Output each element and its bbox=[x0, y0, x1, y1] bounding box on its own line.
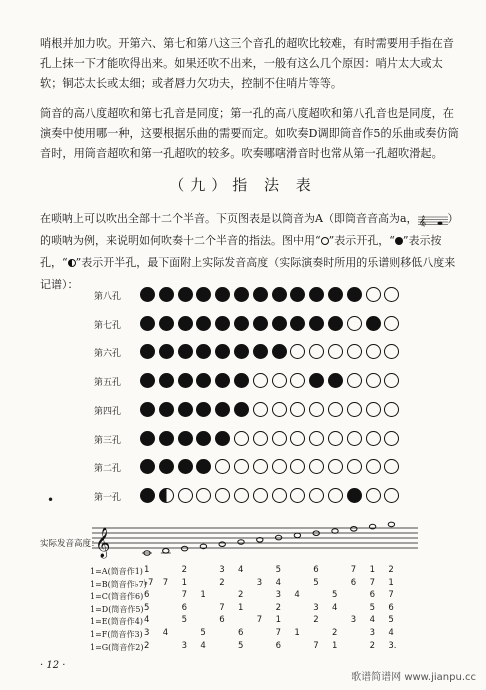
staff-note bbox=[200, 544, 206, 549]
open-hole-dot bbox=[290, 488, 305, 503]
open-hole-dot bbox=[366, 402, 381, 417]
jianpu-number: 1 bbox=[294, 628, 300, 638]
open-hole-dot bbox=[309, 459, 324, 474]
row-label: 第七孔 bbox=[94, 320, 122, 331]
staff-note bbox=[369, 524, 375, 529]
closed-hole-dot bbox=[140, 344, 155, 359]
jianpu-number: 4 bbox=[144, 615, 150, 626]
closed-hole-dot bbox=[178, 459, 193, 474]
closed-hole-dot bbox=[178, 316, 193, 331]
open-hole-dot bbox=[384, 316, 399, 331]
jianpu-number: 1 bbox=[144, 565, 150, 575]
jianpu-number: 5 bbox=[181, 615, 188, 626]
closed-hole-dot bbox=[178, 287, 193, 302]
jianpu-number: 5 bbox=[275, 565, 282, 575]
jianpu-number: 6 bbox=[238, 628, 244, 638]
closed-hole-icon bbox=[395, 237, 403, 245]
open-hole-dot bbox=[366, 431, 381, 446]
staff-note bbox=[294, 533, 300, 538]
open-hole-dot bbox=[196, 488, 211, 503]
closed-hole-dot bbox=[215, 344, 230, 359]
jianpu-number: 3 bbox=[219, 565, 225, 575]
open-hole-dot bbox=[272, 373, 287, 388]
closed-hole-dot bbox=[347, 488, 362, 503]
jianpu-number: 4 bbox=[388, 628, 394, 638]
jianpu-number: 4 bbox=[369, 615, 376, 626]
closed-hole-dot bbox=[196, 402, 211, 417]
open-hole-dot bbox=[309, 402, 324, 417]
closed-hole-dot bbox=[253, 316, 268, 331]
key-label: 1=G(筒音作2) bbox=[90, 642, 144, 652]
jianpu-number: 5 bbox=[369, 602, 376, 613]
open-hole-dot bbox=[384, 488, 399, 503]
closed-hole-dot bbox=[253, 287, 268, 302]
open-hole-dot bbox=[328, 402, 343, 417]
jianpu-number: 7 bbox=[219, 602, 225, 613]
open-hole-dot bbox=[384, 344, 399, 359]
jianpu-number: 2 bbox=[313, 615, 319, 626]
closed-hole-dot bbox=[140, 488, 155, 503]
open-hole-dot bbox=[290, 431, 305, 446]
open-hole-dot bbox=[328, 344, 343, 359]
open-hole-dot bbox=[290, 344, 305, 359]
jianpu-number: 5 bbox=[200, 628, 206, 638]
open-hole-dot bbox=[272, 459, 287, 474]
jianpu-number: 5 bbox=[238, 640, 244, 651]
closed-hole-dot bbox=[309, 373, 324, 388]
open-hole-dot bbox=[272, 431, 287, 446]
staff-label: 实际发音高度： bbox=[40, 539, 100, 549]
key-label: 1=F(筒音作3) bbox=[90, 630, 143, 639]
open-hole-dot bbox=[328, 488, 343, 503]
jianpu-number: 3 bbox=[350, 615, 357, 626]
staff-note bbox=[238, 540, 244, 545]
intro-text-e: ”表示开半孔，最下面附上实际发音高度（实际演奏时所用的乐谱则移低八度来记谱）： bbox=[40, 256, 456, 291]
jianpu-number: 1 bbox=[369, 565, 376, 575]
jianpu-number: 6 bbox=[369, 590, 376, 601]
jianpu-number: 3 bbox=[181, 640, 188, 651]
staff-note bbox=[219, 542, 225, 547]
row-label: 第四孔 bbox=[94, 406, 122, 417]
jianpu-number: 4 bbox=[275, 577, 282, 588]
jianpu-number: 4 bbox=[200, 640, 206, 651]
jianpu-number: 2 bbox=[144, 640, 150, 651]
open-hole-dot bbox=[384, 431, 399, 446]
jianpu-number: 2 bbox=[332, 628, 338, 638]
open-hole-dot bbox=[234, 459, 249, 474]
jianpu-number: ♭7 bbox=[144, 577, 154, 588]
section-title: （九）指 法 表 bbox=[169, 176, 317, 194]
row-label: 第一孔 bbox=[94, 492, 122, 503]
closed-hole-dot bbox=[196, 431, 211, 446]
jianpu-number: 3 bbox=[275, 590, 282, 601]
jianpu-number: 4 bbox=[294, 590, 300, 601]
svg-text:𝄞: 𝄞 bbox=[418, 215, 426, 227]
staff-note bbox=[332, 529, 338, 534]
key-label: 1=E(筒音作4) bbox=[90, 617, 143, 627]
jianpu-number: 2 bbox=[219, 577, 225, 588]
paragraph-octave: 筒音的高八度超吹和第七孔音是同度；第一孔的高八度超吹和第八孔音也是同度，在演奏中使用哪一种，这要根据乐曲的需要而定。如吹奏D调即筒音作5的乐曲或奏仿筒音时，用筒音超吹和第一孔超吹的较多。吹奏哪嗐滑音时也常从第一孔超吹滑起。 bbox=[40, 107, 459, 160]
paragraph-fingering-intro bbox=[40, 208, 460, 296]
closed-hole-dot bbox=[366, 316, 381, 331]
jianpu-number: 6 bbox=[144, 590, 150, 601]
bullet-mark-icon: • bbox=[47, 493, 55, 507]
jianpu-number: 5 bbox=[388, 615, 394, 626]
open-hole-dot bbox=[309, 431, 324, 446]
intro-text-b: ）的唢呐为例，来说明如何吹奏十二个半音的指法。图中用“ bbox=[40, 212, 459, 247]
closed-hole-dot bbox=[234, 402, 249, 417]
open-hole-dot bbox=[328, 431, 343, 446]
open-hole-dot bbox=[347, 373, 362, 388]
intro-text-a: 在唢呐上可以吹出全部十二个半音。下页图表是以筒音为A（即筒音音高为a， bbox=[40, 212, 418, 225]
open-hole-dot bbox=[384, 402, 399, 417]
row-label: 第六孔 bbox=[94, 349, 122, 360]
closed-hole-dot bbox=[253, 344, 268, 359]
staff-note bbox=[163, 549, 169, 554]
closed-hole-dot bbox=[234, 373, 249, 388]
jianpu-number: 3 bbox=[313, 602, 319, 613]
treble-clef-icon bbox=[418, 213, 448, 225]
row-label: 第二孔 bbox=[94, 464, 122, 475]
open-hole-dot bbox=[366, 373, 381, 388]
jianpu-number: 6 bbox=[275, 640, 282, 651]
closed-hole-dot bbox=[140, 402, 155, 417]
open-hole-icon bbox=[321, 237, 329, 245]
open-hole-dot bbox=[366, 344, 381, 359]
open-hole-dot bbox=[253, 488, 268, 503]
jianpu-number: 6 bbox=[313, 565, 319, 575]
closed-hole-dot bbox=[309, 316, 324, 331]
staff-note bbox=[313, 531, 319, 536]
jianpu-number: 7 bbox=[162, 577, 169, 588]
jianpu-number: 7 bbox=[388, 590, 394, 601]
jianpu-number: 1 bbox=[181, 577, 188, 588]
jianpu-number: 5 bbox=[332, 590, 338, 601]
jianpu-number: 3 bbox=[144, 628, 150, 638]
paragraph-overblow: 哨根并加力吹。开第六、第七和第八这三个音孔的超吹比较难，有时需要用手指在音孔上抹一下才能吹得出来。如果还吹不出来，一般有这么几个原因：哨片太大或太软；铜芯太长或太细；或者唇力欠功夫，控制不住哨片等等。 bbox=[40, 37, 454, 90]
closed-hole-dot bbox=[215, 287, 230, 302]
closed-hole-dot bbox=[159, 344, 174, 359]
closed-hole-dot bbox=[178, 344, 193, 359]
half-hole-icon bbox=[68, 259, 76, 267]
open-hole-dot bbox=[309, 488, 324, 503]
closed-hole-dot bbox=[140, 287, 155, 302]
jianpu-number: 6 bbox=[181, 602, 188, 613]
open-hole-dot bbox=[272, 488, 287, 503]
jianpu-number: 5 bbox=[144, 602, 150, 613]
half-hole-dot bbox=[159, 488, 174, 503]
jianpu-number: 2 bbox=[275, 602, 282, 613]
jianpu-number: 7 bbox=[275, 628, 282, 638]
closed-hole-dot bbox=[272, 316, 287, 331]
open-hole-dot bbox=[178, 488, 193, 503]
closed-hole-dot bbox=[328, 373, 343, 388]
closed-hole-dot bbox=[328, 287, 343, 302]
staff-note bbox=[388, 522, 394, 527]
open-hole-dot bbox=[234, 431, 249, 446]
jianpu-number: 1 bbox=[238, 602, 244, 613]
staff-note bbox=[181, 546, 187, 551]
intro-text-c: ”表示开孔，“ bbox=[328, 234, 395, 247]
closed-hole-dot bbox=[140, 459, 155, 474]
row-label: 第八孔 bbox=[94, 292, 122, 302]
jianpu-number: 6 bbox=[350, 577, 357, 588]
jianpu-number: 7 bbox=[256, 615, 263, 626]
jianpu-number: 4 bbox=[162, 628, 169, 638]
open-hole-dot bbox=[253, 373, 268, 388]
closed-hole-dot bbox=[290, 287, 305, 302]
closed-hole-dot bbox=[347, 287, 362, 302]
open-hole-dot bbox=[215, 488, 230, 503]
jianpu-number: 1 bbox=[200, 590, 206, 601]
treble-clef-icon: 𝄞 bbox=[95, 528, 111, 558]
open-hole-dot bbox=[309, 344, 324, 359]
page-number: · 12 · bbox=[40, 660, 66, 671]
jianpu-number: 5 bbox=[313, 577, 319, 588]
jianpu-number: 2 bbox=[388, 565, 394, 575]
key-label: 1=D(筒音作5) bbox=[90, 604, 144, 614]
open-hole-dot bbox=[290, 373, 305, 388]
closed-hole-dot bbox=[309, 287, 324, 302]
open-hole-dot bbox=[366, 459, 381, 474]
closed-hole-dot bbox=[159, 431, 174, 446]
staff-note bbox=[257, 538, 263, 543]
open-hole-dot bbox=[234, 488, 249, 503]
watermark: 歌谱简谱网 www.jianpu.cc bbox=[351, 672, 476, 683]
jianpu-number: 6 bbox=[388, 602, 394, 613]
open-hole-dot bbox=[272, 402, 287, 417]
closed-hole-dot bbox=[159, 373, 174, 388]
key-label: 1=A(筒音作1) bbox=[90, 567, 143, 576]
closed-hole-dot bbox=[196, 287, 211, 302]
open-hole-dot bbox=[384, 459, 399, 474]
open-hole-dot bbox=[347, 431, 362, 446]
staff-note bbox=[144, 551, 150, 556]
open-hole-dot bbox=[347, 459, 362, 474]
jianpu-number: 7 bbox=[369, 577, 376, 588]
open-hole-dot bbox=[290, 402, 305, 417]
closed-hole-dot bbox=[159, 287, 174, 302]
open-hole-dot bbox=[384, 373, 399, 388]
closed-hole-dot bbox=[234, 316, 249, 331]
open-hole-dot bbox=[290, 459, 305, 474]
open-hole-dot bbox=[347, 316, 362, 331]
closed-hole-dot bbox=[196, 459, 211, 474]
closed-hole-dot bbox=[140, 373, 155, 388]
closed-hole-dot bbox=[159, 316, 174, 331]
closed-hole-dot bbox=[215, 431, 230, 446]
jianpu-number: 2 bbox=[369, 640, 376, 651]
jianpu-number: 1 bbox=[332, 640, 338, 651]
jianpu-number: 3 bbox=[369, 628, 376, 638]
open-hole-dot bbox=[347, 402, 362, 417]
closed-hole-dot bbox=[272, 344, 287, 359]
closed-hole-dot bbox=[178, 402, 193, 417]
closed-hole-dot bbox=[290, 316, 305, 331]
jianpu-number: 6 bbox=[219, 615, 225, 626]
open-hole-dot bbox=[328, 459, 343, 474]
closed-hole-dot bbox=[196, 316, 211, 331]
row-label: 第五孔 bbox=[94, 378, 122, 389]
closed-hole-dot bbox=[196, 344, 211, 359]
open-hole-dot bbox=[347, 344, 362, 359]
closed-hole-dot bbox=[159, 402, 174, 417]
jianpu-number: 7 bbox=[350, 565, 357, 575]
closed-hole-dot bbox=[178, 373, 193, 388]
closed-hole-dot bbox=[234, 344, 249, 359]
closed-hole-dot bbox=[178, 431, 193, 446]
open-hole-dot bbox=[366, 488, 381, 503]
intro-text-d: ”表示按孔，“ bbox=[40, 234, 442, 269]
closed-hole-dot bbox=[159, 459, 174, 474]
staff-note bbox=[351, 527, 357, 532]
open-hole-dot bbox=[253, 459, 268, 474]
closed-hole-dot bbox=[272, 287, 287, 302]
closed-hole-dot bbox=[140, 431, 155, 446]
closed-hole-dot bbox=[215, 316, 230, 331]
row-label: 第三孔 bbox=[94, 435, 122, 446]
jianpu-number: 1 bbox=[388, 577, 394, 588]
jianpu-number: 4 bbox=[332, 602, 338, 613]
closed-hole-dot bbox=[328, 316, 343, 331]
jianpu-number: 4 bbox=[238, 565, 244, 575]
open-hole-dot bbox=[253, 402, 268, 417]
key-label: 1=C(筒音作6) bbox=[90, 592, 144, 602]
jianpu-number: 7 bbox=[181, 590, 188, 601]
closed-hole-dot bbox=[234, 287, 249, 302]
open-hole-dot bbox=[384, 287, 399, 302]
key-label: 1=B(筒音作♭7) bbox=[90, 579, 147, 589]
open-hole-dot bbox=[215, 459, 230, 474]
closed-hole-dot bbox=[215, 402, 230, 417]
open-hole-dot bbox=[253, 431, 268, 446]
jianpu-number: 3. bbox=[388, 640, 397, 651]
jianpu-number: 2 bbox=[181, 565, 188, 575]
jianpu-number: 1 bbox=[275, 615, 282, 626]
jianpu-number: 7 bbox=[313, 640, 319, 651]
open-hole-dot bbox=[366, 287, 381, 302]
closed-hole-dot bbox=[196, 373, 211, 388]
jianpu-number: 3 bbox=[256, 577, 263, 588]
closed-hole-dot bbox=[215, 373, 230, 388]
staff-note bbox=[275, 535, 281, 540]
jianpu-number: 2 bbox=[238, 590, 244, 601]
closed-hole-dot bbox=[140, 316, 155, 331]
